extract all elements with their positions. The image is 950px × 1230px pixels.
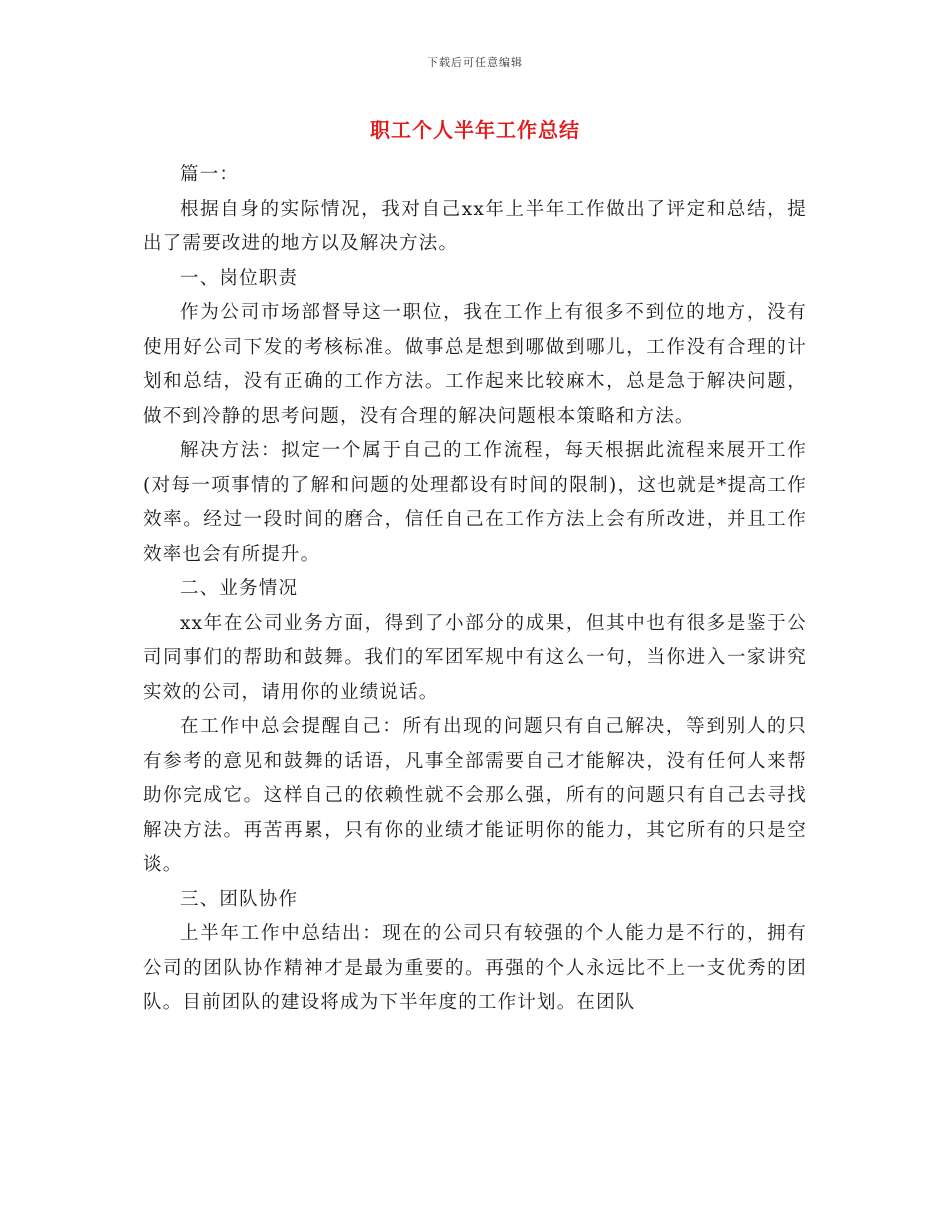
paragraph-section-label: 篇一：	[180, 164, 240, 185]
document-body	[143, 158, 807, 1021]
document-title: 职工个人半年工作总结	[370, 118, 580, 142]
paragraph-job-duties: 作为公司市场部督导这一职位，我在工作上有很多不到位的地方，没有使用好公司下发的考核标准。做事总是想到哪做到哪儿，工作没有合理的计划和总结，没有正确的工作方法。工作起来比较麻木，总是急于解决问题，做不到冷静的思考问题，没有合理的解决问题根本策略和方法。	[143, 302, 807, 427]
paragraph-intro: 根据自身的实际情况，我对自己xx年上半年工作做出了评定和总结，提出了需要改进的地方以及解决方法。	[143, 198, 807, 254]
paragraph-solution: 解决方法：拟定一个属于自己的工作流程，每天根据此流程来展开工作(对每一项事情的了解和问题的处理都设有时间的限制)，这也就是*提高工作效率。经过一段时间的磨合，信任自己在工作方法上会有所改进，并且工作效率也会有所提升。	[143, 440, 807, 565]
paragraph-business: xx年在公司业务方面，得到了小部分的成果，但其中也有很多是鉴于公司同事们的帮助和鼓舞。我们的军团军规中有这么一句，当你进入一家讲究实效的公司，请用你的业绩说话。	[143, 612, 807, 703]
header-note: 下载后可任意编辑	[427, 56, 523, 69]
paragraph-teamwork: 上半年工作中总结出：现在的公司只有较强的个人能力是不行的，拥有公司的团队协作精神才是最为重要的。再强的个人永远比不上一支优秀的团队。目前团队的建设将成为下半年度的工作计划。在团队	[143, 923, 807, 1013]
heading-teamwork: 三、团队协作	[180, 888, 299, 910]
heading-job-duties: 一、岗位职责	[180, 267, 299, 289]
paragraph-self-reminder: 在工作中总会提醒自己：所有出现的问题只有自己解决，等到别人的只有参考的意见和鼓舞的话语，凡事全部需要自己才能解决，没有任何人来帮助你完成它。这样自己的依赖性就不会那么强，所有的问题只有自己去寻找解决方法。再苦再累，只有你的业绩才能证明你的能力，其它所有的只是空谈。	[143, 716, 807, 875]
heading-business: 二、业务情况	[180, 578, 299, 599]
